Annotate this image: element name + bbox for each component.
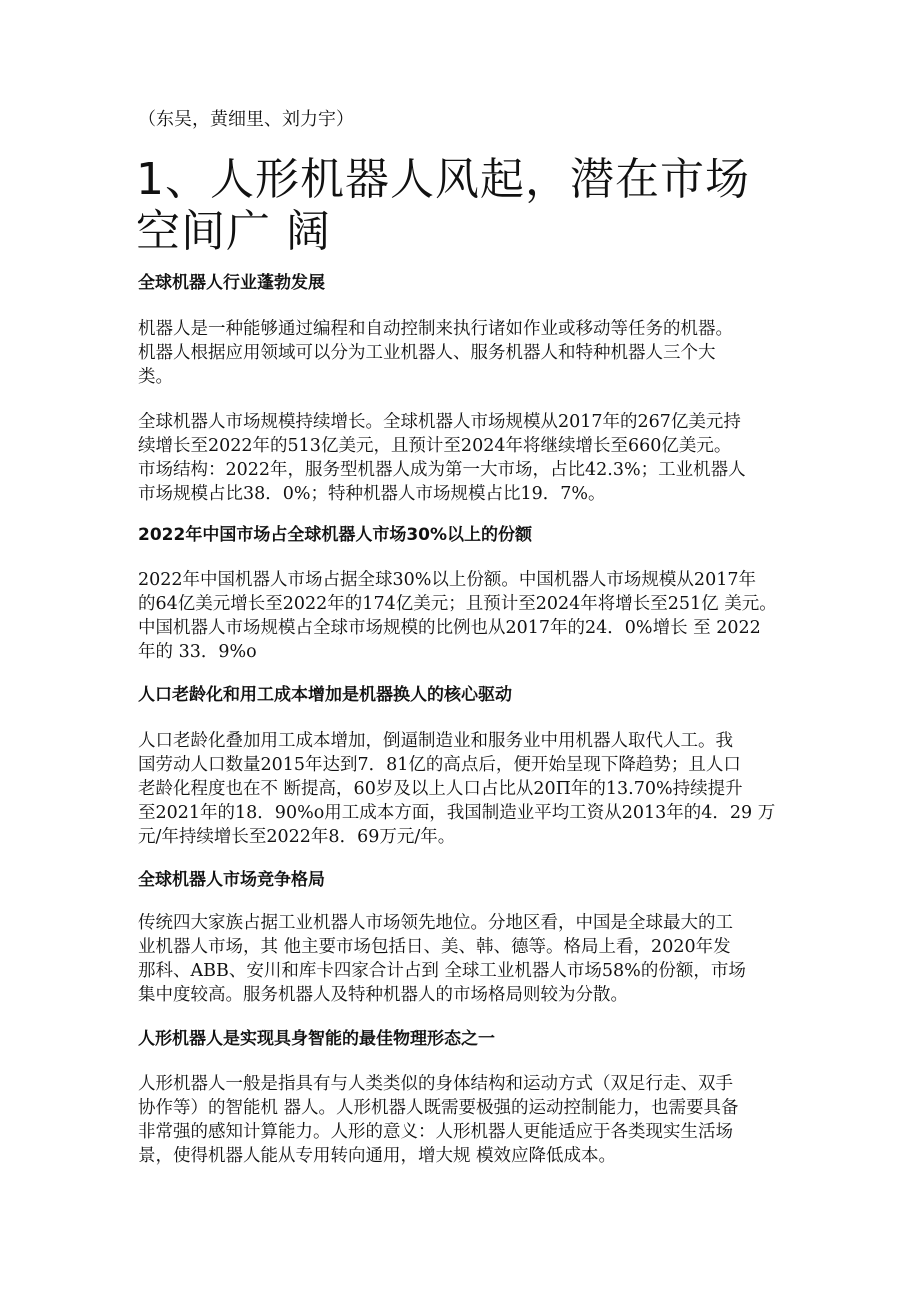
author-line: （东吴，黄细里、刘力宇） <box>138 109 354 130</box>
paragraph-line: 中国机器人市场规模占全球市场规模的比例也从2017年的24．0%增长 至 2022 <box>138 618 761 638</box>
paragraph-line: 集中度较高。服务机器人及特种机器人的市场格局则较为分散。 <box>138 985 628 1005</box>
paragraph-line: 传统四大家族占据工业机器人市场领先地位。分地区看，中国是全球最大的工 <box>138 913 733 933</box>
paragraph-line: 至2021年的18．90%o用工成本方面，我国制造业平均工资从2013年的4．29 万 <box>138 803 776 823</box>
page-title-line: 空间广 阔 <box>136 206 331 257</box>
paragraph <box>138 410 746 506</box>
paragraph-line: 元/年持续增长至2022年8．69万元/年。 <box>138 827 456 847</box>
paragraph-line: 2022年中国机器人市场占据全球30%以上份额。中国机器人市场规模从2017年 <box>138 570 756 590</box>
page-title <box>136 154 786 258</box>
paragraph-line: 机器人是一种能够通过编程和自动控制来执行诸如作业或移动等任务的机器。 <box>138 319 733 339</box>
section-heading: 人形机器人是实现具身智能的最佳物理形态之一 <box>138 1029 495 1049</box>
section-heading: 全球机器人行业蓬勃发展 <box>138 273 325 293</box>
paragraph-line: 机器人根据应用领域可以分为工业机器人、服务机器人和特种机器人三个大 <box>138 343 716 363</box>
paragraph-line: 年的 33．9%o <box>138 642 257 662</box>
paragraph-line: 国劳动人口数量2015年达到7．81亿的高点后，便开始呈现下降趋势；且人口 <box>138 755 741 775</box>
paragraph-line: 人口老龄化叠加用工成本增加，倒逼制造业和服务业中用机器人取代人工。我 <box>138 731 733 751</box>
paragraph-line: 全球机器人市场规模持续增长。全球机器人市场规模从2017年的267亿美元持 <box>138 412 741 432</box>
paragraph-line: 业机器人市场，其 他主要市场包括日、美、韩、德等。格局上看，2020年发 <box>138 937 731 957</box>
paragraph-line: 的64亿美元增长至2022年的174亿美元；且预计至2024年将增长至251亿 美元。 <box>138 594 777 614</box>
section-heading: 2022年中国市场占全球机器人市场30%以上的份额 <box>138 525 533 545</box>
paragraph <box>138 1072 739 1168</box>
section-heading: 人口老龄化和用工成本增加是机器换人的核心驱动 <box>138 685 512 705</box>
paragraph-line: 人形机器人一般是指具有与人类类似的身体结构和运动方式（双足行走、双手 <box>138 1074 733 1094</box>
paragraph <box>138 568 777 664</box>
paragraph-line: 续增长至2022年的513亿美元，且预计至2024年将继续增长至660亿美元。 <box>138 436 732 456</box>
paragraph-line: 市场规模占比38．0%；特种机器人市场规模占比19．7%。 <box>138 484 606 504</box>
paragraph-line: 老龄化程度也在不 断提高，60岁及以上人口占比从20Π年的13.70%持续提升 <box>138 779 743 799</box>
section-heading: 全球机器人市场竞争格局 <box>138 870 325 890</box>
paragraph-line: 协作等）的智能机 器人。人形机器人既需要极强的运动控制能力，也需要具备 <box>138 1098 739 1118</box>
paragraph-line: 那科、ABB、安川和库卡四家合计占到 全球工业机器人市场58%的份额，市场 <box>138 961 746 981</box>
paragraph-line: 非常强的感知计算能力。人形的意义：人形机器人更能适应于各类现实生活场 <box>138 1122 733 1142</box>
paragraph <box>138 729 775 849</box>
page-title-line: 1、人形机器人风起，潜在市场 <box>136 154 750 205</box>
paragraph-line: 景，使得机器人能从专用转向通用，增大规 模效应降低成本。 <box>138 1146 617 1166</box>
paragraph <box>138 317 733 389</box>
paragraph <box>138 911 746 1007</box>
paragraph-line: 市场结构：2022年，服务型机器人成为第一大市场，占比42.3%；工业机器人 <box>138 460 746 480</box>
paragraph-line: 类。 <box>138 367 173 387</box>
